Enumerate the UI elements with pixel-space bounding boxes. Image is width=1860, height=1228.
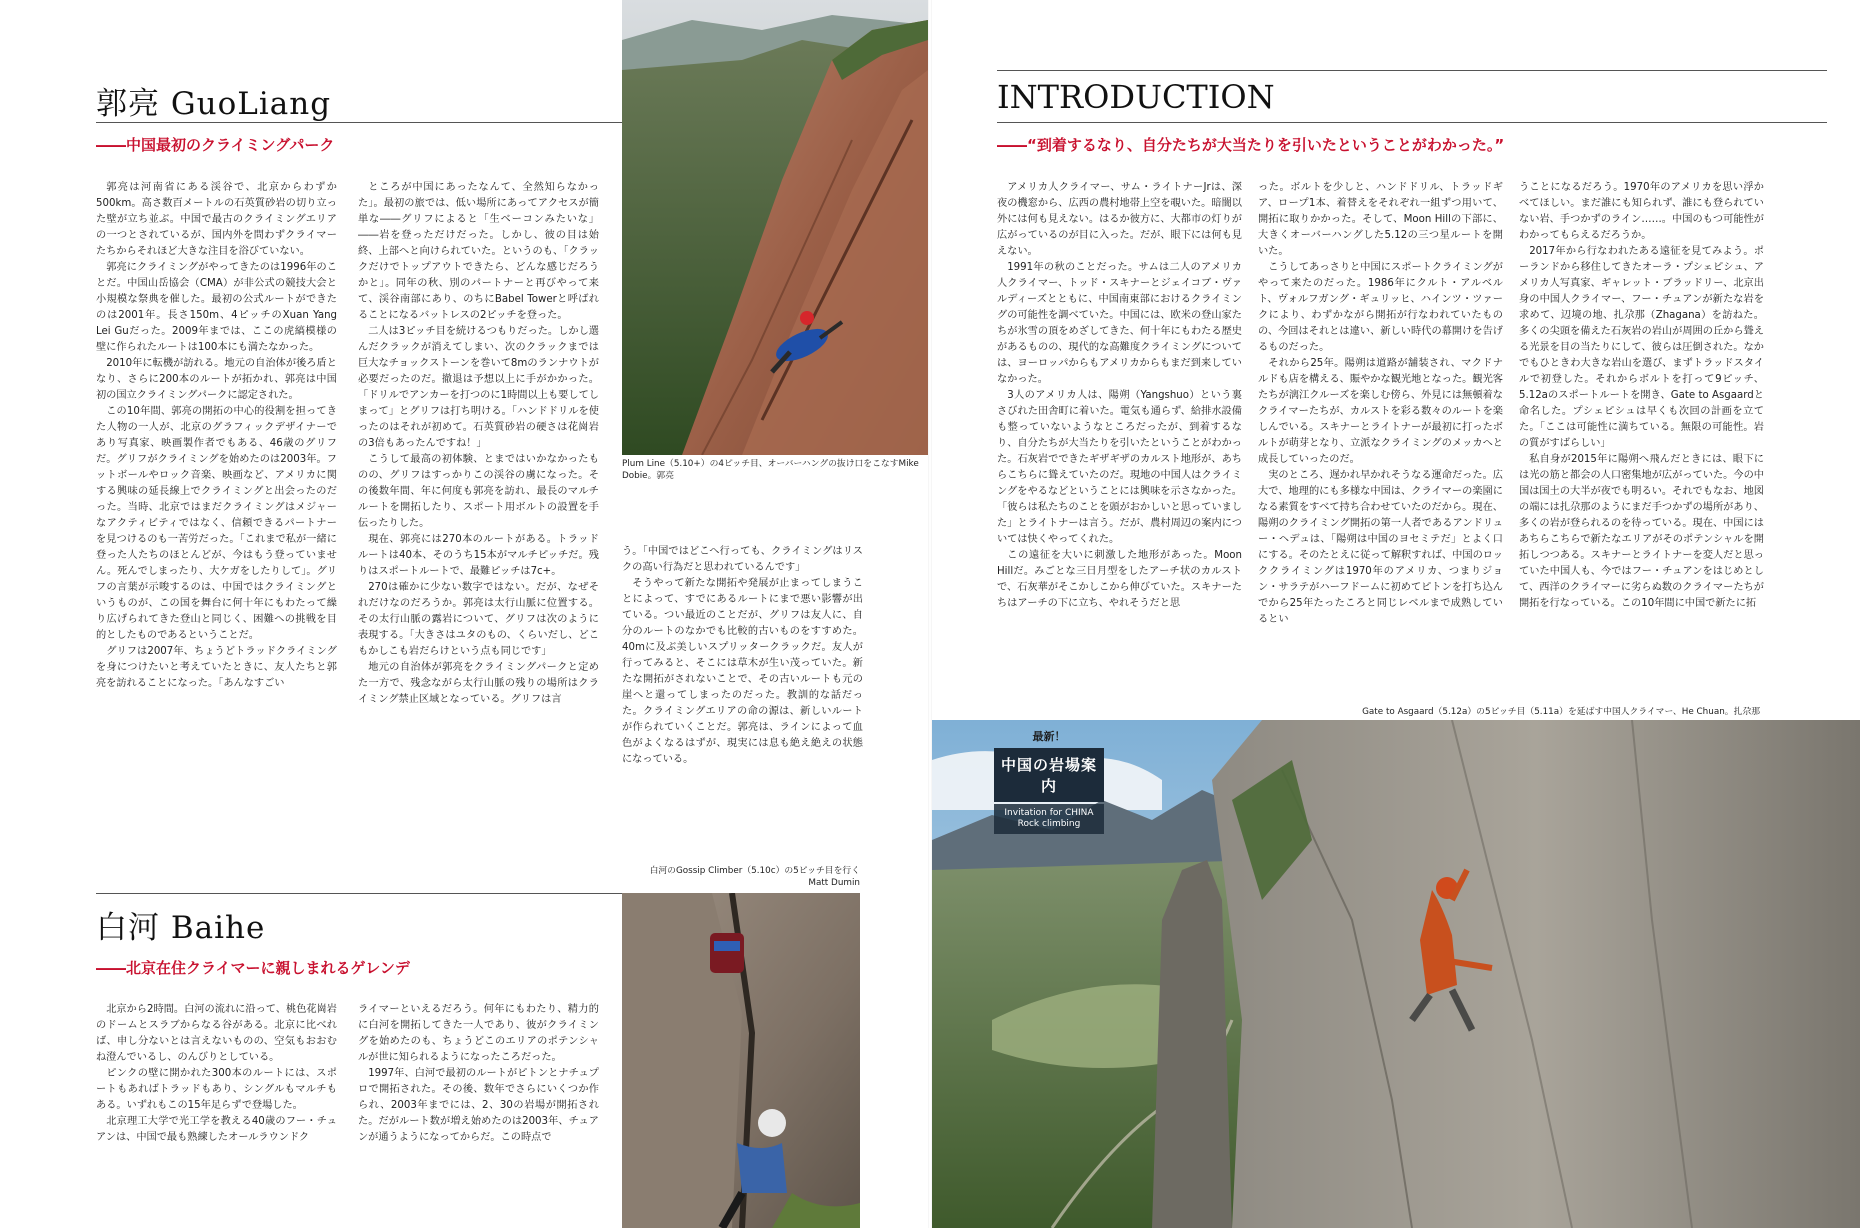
banner-en: Invitation for CHINA Rock climbing xyxy=(994,804,1104,834)
paragraph: う。「中国ではどこへ行っても、クライミングはリスクの高い行為だと思われているんです」 xyxy=(622,546,863,573)
guoliang-column-3 xyxy=(622,544,863,804)
paragraph: うことになるだろう。1970年のアメリカを思い浮かべてほしい。まだ誰にも知られず、誰にも登られていない岩、手つかずのライン……。中国のもつ可能性がわかってもらえるだろうか。 xyxy=(1519,182,1764,241)
introduction-subtitle: ――“到着するなり、自分たちが大当たりを引いたということがわかった。” xyxy=(997,136,1505,154)
guoliang-climber-photo xyxy=(622,0,928,455)
paragraph: 実のところ、遅かれ早かれそうなる運命だった。広大で、地理的にも多様な中国は、クライマーの楽園になる素質をすべて持ち合わせていたのだから。現在、陽朔のクライミング開拓の第一人者であるアンドリュー・ヘデュは、「陽朔は中国のヨセミテだ」とよく口にする。そのたとえに従って解釈すれば、中国のロッククライミングは1970年のアメリカ、つまりジョン・サラテがハーフドームに初めてピトンを打ち込んでから25年たったころと同じレベルまで成熟しているとい xyxy=(1258,470,1503,625)
baihe-subtitle: ――北京在住クライマーに親しまれるゲレンデ xyxy=(96,959,410,977)
paragraph: 270は確かに少ない数字ではない。だが、なぜそれだけなのだろうか。郭亮は太行山脈に位置する。その太行山脈の露岩について、グリフは次のように表現する。「大きさはユタのもの、くらいだし、どこもかしこも岩だらけという点も同じです」 xyxy=(358,582,599,657)
paragraph: ピンクの壁に開かれた300本のルートには、スポートもあればトラッドもあり、シングルもマルチもある。いずれもこの15年足らずで登場した。 xyxy=(96,1068,337,1111)
baihe-photo-caption: 白河のGossip Climber（5.10c）の5ピッチ目を行くMatt Dumin xyxy=(649,866,860,888)
guoliang-subtitle: ――中国最初のクライミングパーク xyxy=(96,136,335,154)
guoliang-rule xyxy=(96,122,622,123)
guoliang-column-1 xyxy=(96,180,348,800)
paragraph: った。ボルトを少しと、ハンドドリル、トラッドギア、ロープ1本、着替えをそれぞれ一組ずつ用いて、開拓に取りかかった。そして、Moon Hillの下部に、大きくオーバーハングした5.12の三つ星ルートを開いた。 xyxy=(1258,182,1503,257)
introduction-rule-top xyxy=(997,70,1827,71)
guoliang-photo-caption: Plum Line（5.10+）の4ピッチ目、オーバーハングの抜け口をこなすMike Dobie。郭亮 xyxy=(622,459,919,481)
paragraph: 二人は3ピッチ目を続けるつもりだった。しかし選んだクラックが消えてしまい、次のクラックまでは巨大なチョックストーンを巻いて8mのランナウトが必要だったのだ。撤退は予想以上に手がかかった。「ドリルでアンカーを打つのに1時間以上も要してしまって」とグリフは打ち明ける。「ハンドドリルを使ったのはそれが初めて。石英質砂岩の硬さは花崗岩の3倍もあったんですね！」 xyxy=(358,326,599,449)
paragraph: こうしてあっさりと中国にスポートクライミングがやって来たのだった。1986年にクルト・アルベルト、ヴォルフガング・ギュリッヒ、ハインツ・ツァークにより、わずかながら開拓が行なわれていたものの、今回はそれとは違い、新しい時代の幕開けを告げるものだった。 xyxy=(1258,262,1503,353)
right-page xyxy=(932,0,1860,1228)
baihe-column-1 xyxy=(96,1002,337,1172)
paragraph: 1997年、白河で最初のルートがピトンとナチュプロで開拓された。その後、数年でさらにいくつか作られ、2003年までには、2、30の岩場が開拓された。だがルート数が増え始めたのは2003年、チュアンが通うようになってからだ。この時点で xyxy=(358,1068,599,1143)
banner-kicker: 最新！ xyxy=(1032,730,1066,743)
guoliang-column-2 xyxy=(358,180,599,800)
paragraph: こうして最高の初体験、とまではいかなかったものの、グリフはすっかりこの渓谷の虜になった。その後数年間、年に何度も郭亮を訪れ、最長のマルチルートを開拓したり、スポート用ボルトの設置を手伝ったりした。 xyxy=(358,454,599,529)
introduction-title: INTRODUCTION xyxy=(997,78,1275,116)
paragraph: 現在、郭亮には270本のルートがある。トラッドルートは40本、そのうち15本がマルチピッチだ。残りはスポートルートで、最難ピッチは7c+。 xyxy=(358,534,599,577)
paragraph: 1991年の秋のことだった。サムは二人のアメリカ人クライマー、トッド・スキナーとジェイコブ・ヴァルディーズとともに、中国南東部におけるクライミングの可能性を調べていた。中国には、欧米の登山家たちが氷雪の頂をめざしてきた、何十年にもわたる歴史があるものの、現代的な高難度クライミングについては、ヨーロッパからもアメリカからもまだ到来していなかった。 xyxy=(997,262,1242,385)
paragraph: 2010年に転機が訪れる。地元の自治体が後ろ盾となり、さらに200本のルートが拓かれ、郭亮は中国初の国立クライミングパークに認定された。 xyxy=(96,358,337,401)
paragraph: それから25年。陽朔は道路が舗装され、マクドナルドも店を構える、賑やかな観光地となった。観光客たちが漓江クルーズを楽しむ傍ら、外見には無頓着なクライマーたちが、カルストを彩る数々のルートを楽しんでいる。スキナーとライトナーが最初に打ったボルトが萌芽となり、立派なクライミングのメッカへと成長していったのだ。 xyxy=(1258,358,1503,465)
paragraph: 地元の自治体が郭亮をクライミングパークと定めた一方で、残念ながら太行山脈の残りの場所はクライミング禁止区域となっている。グリフは言 xyxy=(358,662,599,705)
paragraph: ライマーといえるだろう。何年にもわたり、精力的に白河を開拓してきた一人であり、彼がクライミングを始めたのも、ちょうどこのエリアのポテンシャルが世に知られるようになったころだった。 xyxy=(358,1004,599,1063)
paragraph: 私自身が2015年に陽朔へ飛んだときには、眼下には光の筋と都会の人口密集地が広がっていた。今の中国は国土の大半が夜でも明るい。それでもなお、地図の端には扎尕那のようにまだ手つかずの場所があり、多くの岩が登られるのを待っている。現在、中国にはあちらこちらで新たなエリアがそのポテンシャルを開拓しつつある。スキナーとライトナーを変人だと思っていた中国人も、今ではフー・チュアンをはじめとして、西洋のクライマーに劣らぬ数のクライマーたちが開拓を行なっている。この10年間に中国で新たに拓 xyxy=(1519,454,1764,609)
paragraph: 郭亮にクライミングがやってきたのは1996年のことだ。中国山岳協会（CMA）が非公式の競技大会と小規模な祭典を催した。最初の公式ルートができたのは2001年。長さ150m、4ピッチのXuan Yang Lei Guだった。2009年までは、ここの虎縞模様の壁に作られたルートは100本にも満たなかった。 xyxy=(96,262,348,353)
paragraph: 北京から2時間。白河の流れに沿って、桃色花崗岩のドームとスラブからなる谷がある。北京に比べれば、申し分ないとは言えないものの、空気もおおむね澄んでいるし、のんびりとしている。 xyxy=(96,1004,337,1063)
paragraph: 2017年から行なわれたある遠征を見てみよう。ポーランドから移住してきたオーラ・プシェピシュ、アメリカ人写真家、ギャレット・ブラッドリー、北京出身の中国人クライマー、フー・チュアンが新たな岩を求めて、辺境の地、扎尕那（Zhagana）を訪ねた。多くの尖頭を備えた石灰岩の岩山が周囲の丘から聳える光景を目の当たりにして、彼らは圧倒された。なかでもひときわ大きな岩山を選び、まずトラッドスタイルで初登した。それからボルトを打って9ピッチ、5.12aのスポートルートを開き、Gate to Asgaardと命名した。プシェピシュは早くも次回の計画を立てた。「ここは可能性に満ちている。無限の可能性。岩の質がすばらしい」 xyxy=(1519,246,1764,449)
baihe-column-2 xyxy=(358,1002,599,1172)
intro-column-3 xyxy=(1519,180,1764,700)
banner-title: 中国の岩場案内 xyxy=(994,748,1104,802)
left-page xyxy=(0,0,928,1228)
intro-column-2 xyxy=(1258,180,1503,700)
paragraph: 3人のアメリカ人は、陽朔（Yangshuo）という裏さびれた田舎町に着いた。電気も通らず、給排水設備も整っていないようなところだったが、到着するなり、自分たちが大当たりを引いたということがわかった。石灰岩でできたギザギザのカルスト地形が、あちらこちらに聳えていたのだ。現地の中国人はクライミングをやるなどということには興味を示さなかった。「彼らは私たちのことを頭がおかしいと思っていました」とライトナーは言う。だが、農村周辺の案内については快くやってくれた。 xyxy=(997,390,1242,545)
paragraph: グリフは2007年、ちょうどトラッドクライミングを身につけたいと考えていたときに、友人たちと郭亮を訪れることになった。「あんなすごい xyxy=(96,646,337,689)
paragraph: そうやって新たな開拓や発展が止まってしまうことによって、すでにあるルートにまで悪い影響が出ている。つい最近のことだが、グリフは友人に、自分のルートのなかでも比較的古いものをすすめた。40mに及ぶ美しいスプリッタークラックだ。友人が行ってみると、そこには草木が生い茂っていた。新たな開拓がされないことで、その古いルートも元の崖へと還ってしまったのだった。教訓的な話だった。クライミングエリアの命の源は、新しいルートが作られていくことだ。郭亮は、ラインによって血色がよくなるはずが、現実には息も絶え絶えの状態になっている。 xyxy=(622,578,863,765)
guide-banner xyxy=(994,724,1104,834)
intro-column-1 xyxy=(997,180,1242,700)
baihe-rule xyxy=(96,893,622,894)
guoliang-title: 郭亮 GuoLiang xyxy=(96,86,332,122)
paragraph: アメリカ人クライマー、サム・ライトナーJrは、深夜の機窓から、広西の農村地帯上空を覗いた。暗闇以外には何も見えない。はるか彼方に、大都市の灯りが広がっているのが目に入った。だが、眼下には何も見えない。 xyxy=(997,182,1242,257)
baihe-climber-photo xyxy=(622,893,860,1228)
paragraph: この10年間、郭亮の開拓の中心的役割を担ってきた人物の一人が、北京のグラフィックデザイナーであり写真家、映画製作者でもある、46歳のグリフだ。グリフがクライミングを始めたのは2003年。フットボールやロック音楽、映画など、アメリカに関する興味の延長線上でクライミングと出会ったのだった。当時、北京ではまだクライミングはメジャーなアクティビティではなく、信頼できるパートナーを見つけるのも一苦労だった。「これまで私が一緒に登った人たちのほとんどが、今はもう登っていません。死んでしまったり、大ケガをしたりして」。グリフの言葉が示唆するのは、中国ではクライミングというものが、この国を舞台に何十年にもわたって繰り広げられてきた登山と同じく、困難への挑戦を目的としたものであるということだ。 xyxy=(96,406,337,641)
paragraph: ところが中国にあったなんて、全然知らなかった」。最初の旅では、低い場所にあってアクセスが簡単な――グリフによると「生ベーコンみたいな」――岩を登っただけだった。しかし、彼の目は始終、上部へと向けられていた。というのも、「クラックだけでトップアウトできたら、どんな感じだろうかと」。同年の秋、別のパートナーと再びやって来て、渓谷南部にあり、のちにBabel Towerと呼ばれることになるバットレスの2ピッチを登った。 xyxy=(358,182,599,321)
introduction-rule xyxy=(997,122,1827,123)
baihe-title: 白河 Baihe xyxy=(96,910,266,946)
paragraph: この遠征を大いに刺激した地形があった。Moon Hillだ。みごとな三日月型をしたアーチ状のカルストで、石灰華がそこかしこから伸びていた。スキナーたちはアーチの下に立ち、やれそうだと思 xyxy=(997,550,1242,609)
paragraph: 郭亮は河南省にある渓谷で、北京からわずか500km。高さ数百メートルの石英質砂岩の切り立った壁が立ち並ぶ。中国で最古のクライミングエリアの一つとされているが、国内外を問わずクライマーたちからそれほど大きな注目を浴びていない。 xyxy=(96,182,337,257)
paragraph: 北京理工大学で光工学を教える40歳のフー・チュアンは、中国で最も熟練したオールラウンドク xyxy=(96,1116,337,1143)
intro-photo-caption: Gate to Asgaard（5.12a）の5ピッチ目（5.11a）を延ばす中国人クライマー、He Chuan。扎尕那 xyxy=(1362,707,1760,717)
